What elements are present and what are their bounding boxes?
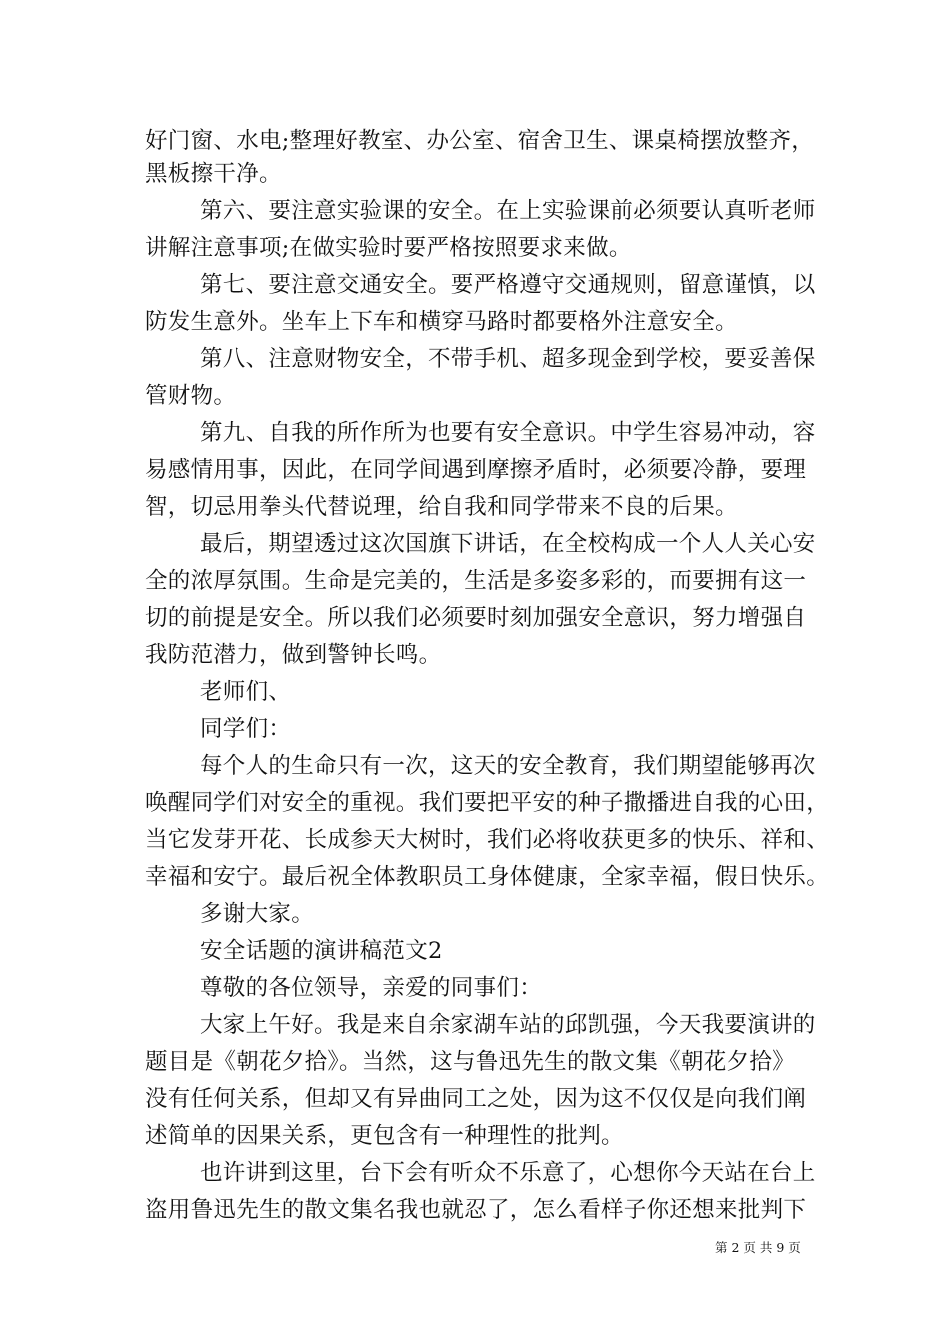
page-number: 第 2 页 共 9 页 (715, 1240, 801, 1255)
text-line: 第六、要注意实验课的安全。在上实验课前必须要认真听老师 (200, 198, 816, 224)
text-line: 尊敬的各位领导，亲爱的同事们： (200, 975, 543, 1001)
text-line: 管财物。 (145, 383, 237, 409)
text-line: 没有任何关系，但却又有异曲同工之处，因为这不仅仅是向我们阐 (145, 1086, 807, 1112)
text-line: 当它发芽开花、长成参天大树时，我们必将收获更多的快乐、祥和、 (145, 827, 830, 853)
text-line: 智，切忌用拳头代替说理，给自我和同学带来不良的后果。 (145, 494, 738, 520)
text-line: 易感情用事，因此，在同学间遇到摩擦矛盾时，必须要冷静，要理 (145, 457, 807, 483)
text-line: 我防范潜力，做到警钟长鸣。 (145, 642, 442, 668)
text-line: 唤醒同学们对安全的重视。我们要把平安的种子撒播进自我的心田， (145, 790, 830, 816)
text-line: 幸福和安宁。最后祝全体教职员工身体健康，全家幸福，假日快乐。 (145, 864, 830, 890)
text-line: 大家上午好。我是来自余家湖车站的邱凯强，今天我要演讲的 (200, 1012, 816, 1038)
text-line: 题目是《朝花夕拾》。当然，这与鲁迅先生的散文集《朝花夕拾》 (145, 1049, 795, 1075)
text-line: 全的浓厚氛围。生命是完美的，生活是多姿多彩的，而要拥有这一 (145, 568, 807, 594)
text-line: 述简单的因果关系，更包含有一种理性的批判。 (145, 1123, 624, 1149)
text-line: 第七、要注意交通安全。要严格遵守交通规则，留意谨慎，以 (200, 272, 816, 298)
text-line: 每个人的生命只有一次，这天的安全教育，我们期望能够再次 (200, 753, 816, 779)
section-heading: 安全话题的演讲稿范文2 (200, 938, 443, 964)
text-line: 防发生意外。坐车上下车和横穿马路时都要格外注意安全。 (145, 309, 738, 335)
text-line: 黑板擦干净。 (145, 161, 282, 187)
text-line: 好门窗、水电;整理好教室、办公室、宿舍卫生、课桌椅摆放整齐， (145, 128, 815, 154)
text-line: 第八、注意财物安全，不带手机、超多现金到学校，要妥善保 (200, 346, 816, 372)
text-line: 讲解注意事项;在做实验时要严格按照要求来做。 (145, 235, 632, 261)
text-line: 老师们、 (200, 679, 292, 705)
text-line: 也许讲到这里，台下会有听众不乐意了，心想你今天站在台上 (200, 1160, 816, 1186)
text-line: 多谢大家。 (200, 901, 315, 927)
text-line: 切的前提是安全。所以我们必须要时刻加强安全意识，努力增强自 (145, 605, 807, 631)
text-line: 最后，期望透过这次国旗下讲话，在全校构成一个人人关心安 (200, 531, 816, 557)
text-line: 盗用鲁迅先生的散文集名我也就忍了，怎么看样子你还想来批判下 (145, 1197, 807, 1223)
text-line: 同学们： (200, 716, 292, 742)
text-line: 第九、自我的所作所为也要有安全意识。中学生容易冲动，容 (200, 420, 816, 446)
